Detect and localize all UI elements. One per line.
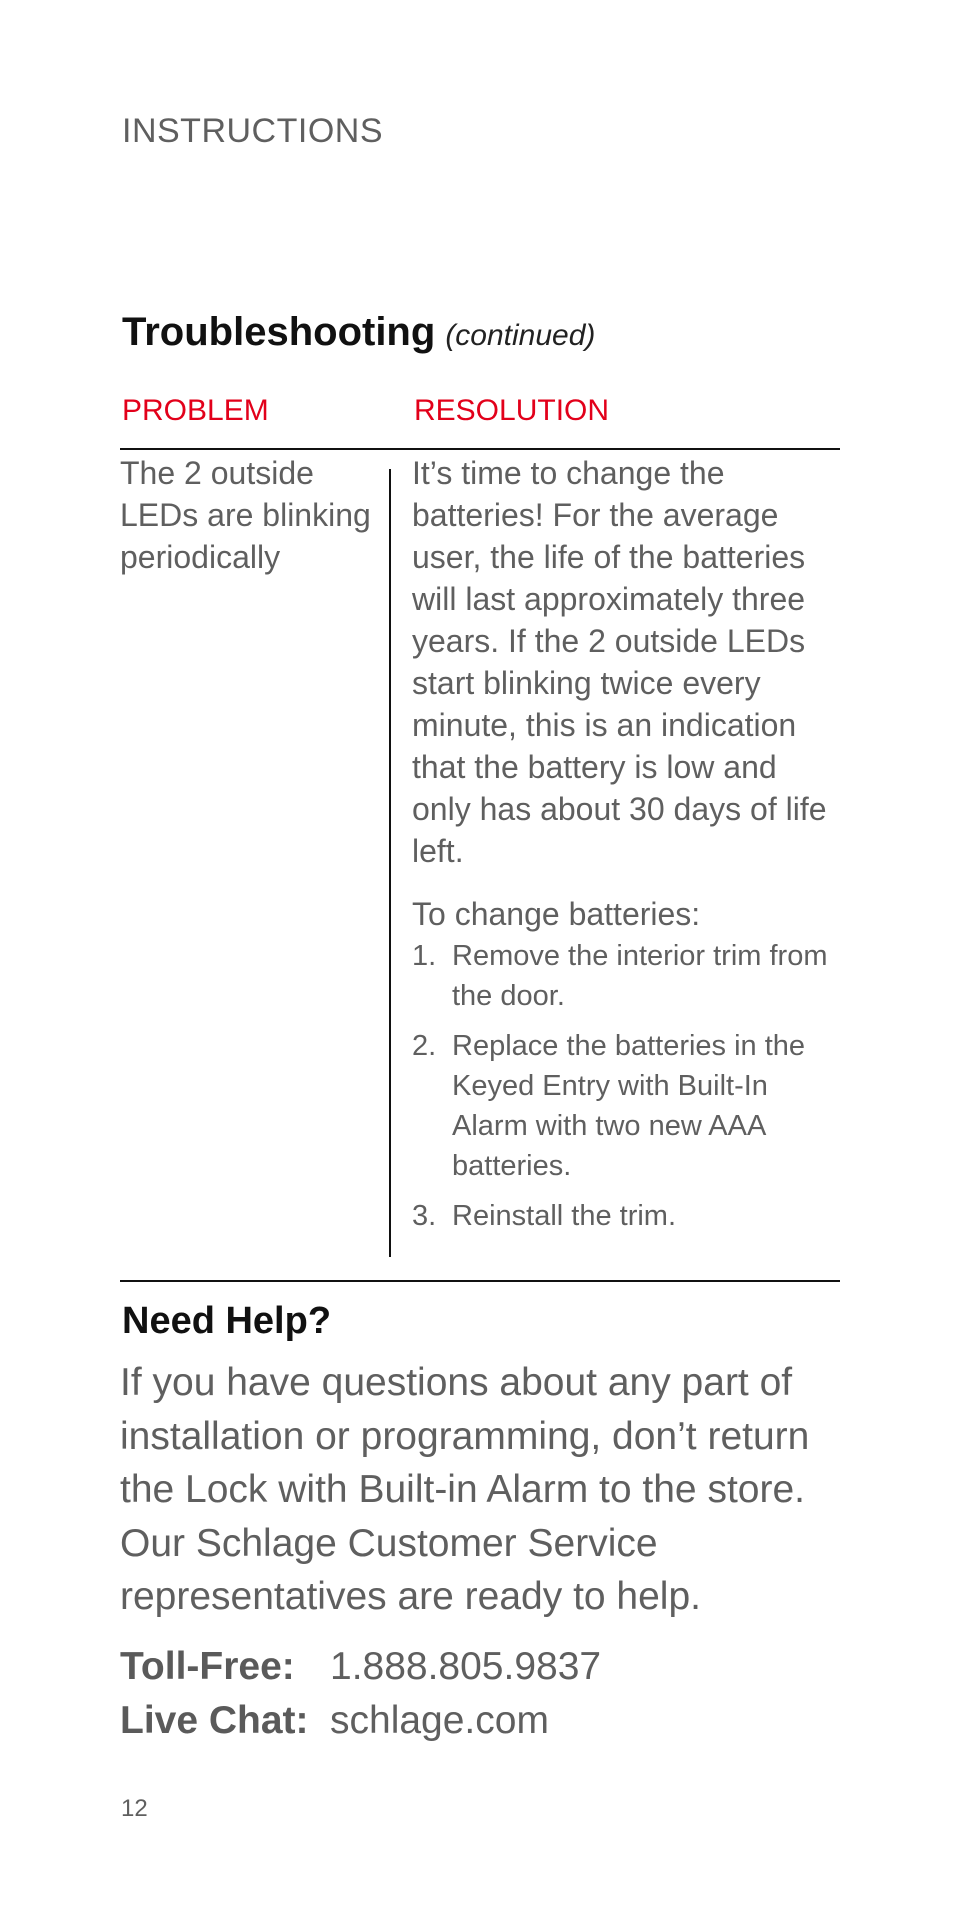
table-bottom-divider — [120, 1280, 840, 1282]
problem-cell: The 2 outside LEDs are blinking periodically — [120, 455, 371, 575]
phone-number: 1.888.805.9837 — [330, 1645, 602, 1688]
document-header: INSTRUCTIONS — [122, 112, 383, 150]
step-number: 2. — [412, 1030, 437, 1062]
section-title-main: Troubleshooting — [122, 310, 436, 354]
contact-row-toll-free — [120, 1640, 601, 1694]
column-header-resolution: RESOLUTION — [414, 394, 610, 427]
step-text: Replace the batteries in the Keyed Entry with Built-In Alarm with two new AAA batteries. — [452, 1030, 806, 1182]
help-title: Need Help? — [122, 1300, 332, 1342]
table-column-divider — [389, 469, 391, 1257]
table-top-divider — [120, 448, 840, 450]
step-text: Reinstall the trim. — [452, 1200, 677, 1232]
section-title — [122, 310, 595, 355]
contact-label: Live Chat: — [120, 1699, 309, 1742]
help-body: If you have questions about any part of installation or programming, don’t return the Lock with Built-in Alarm to the store. Our Schlage Customer Service representatives are ready to help. — [120, 1361, 810, 1618]
step-number: 1. — [412, 940, 437, 972]
step-item — [412, 1196, 832, 1236]
step-number: 3. — [412, 1200, 437, 1232]
column-header-problem: PROBLEM — [122, 394, 269, 427]
steps-list — [412, 936, 832, 1246]
contact-row-live-chat — [120, 1694, 601, 1748]
page-number: 12 — [121, 1795, 148, 1822]
step-item — [412, 1026, 832, 1186]
step-text: Remove the interior trim from the door. — [452, 940, 828, 1012]
website-link: schlage.com — [330, 1699, 549, 1742]
contact-label: Toll-Free: — [120, 1645, 295, 1688]
resolution-cell: It’s time to change the batteries! For the average user, the life of the batteries will last approximately three years. If the 2 outside LEDs start blinking twice every minute, this is an indication that the battery is low and only has about 30 days of life left. — [412, 455, 827, 869]
contact-block — [120, 1640, 601, 1748]
section-title-subtitle: (continued) — [445, 319, 596, 352]
steps-intro: To change batteries: — [412, 896, 701, 932]
step-item — [412, 936, 832, 1016]
